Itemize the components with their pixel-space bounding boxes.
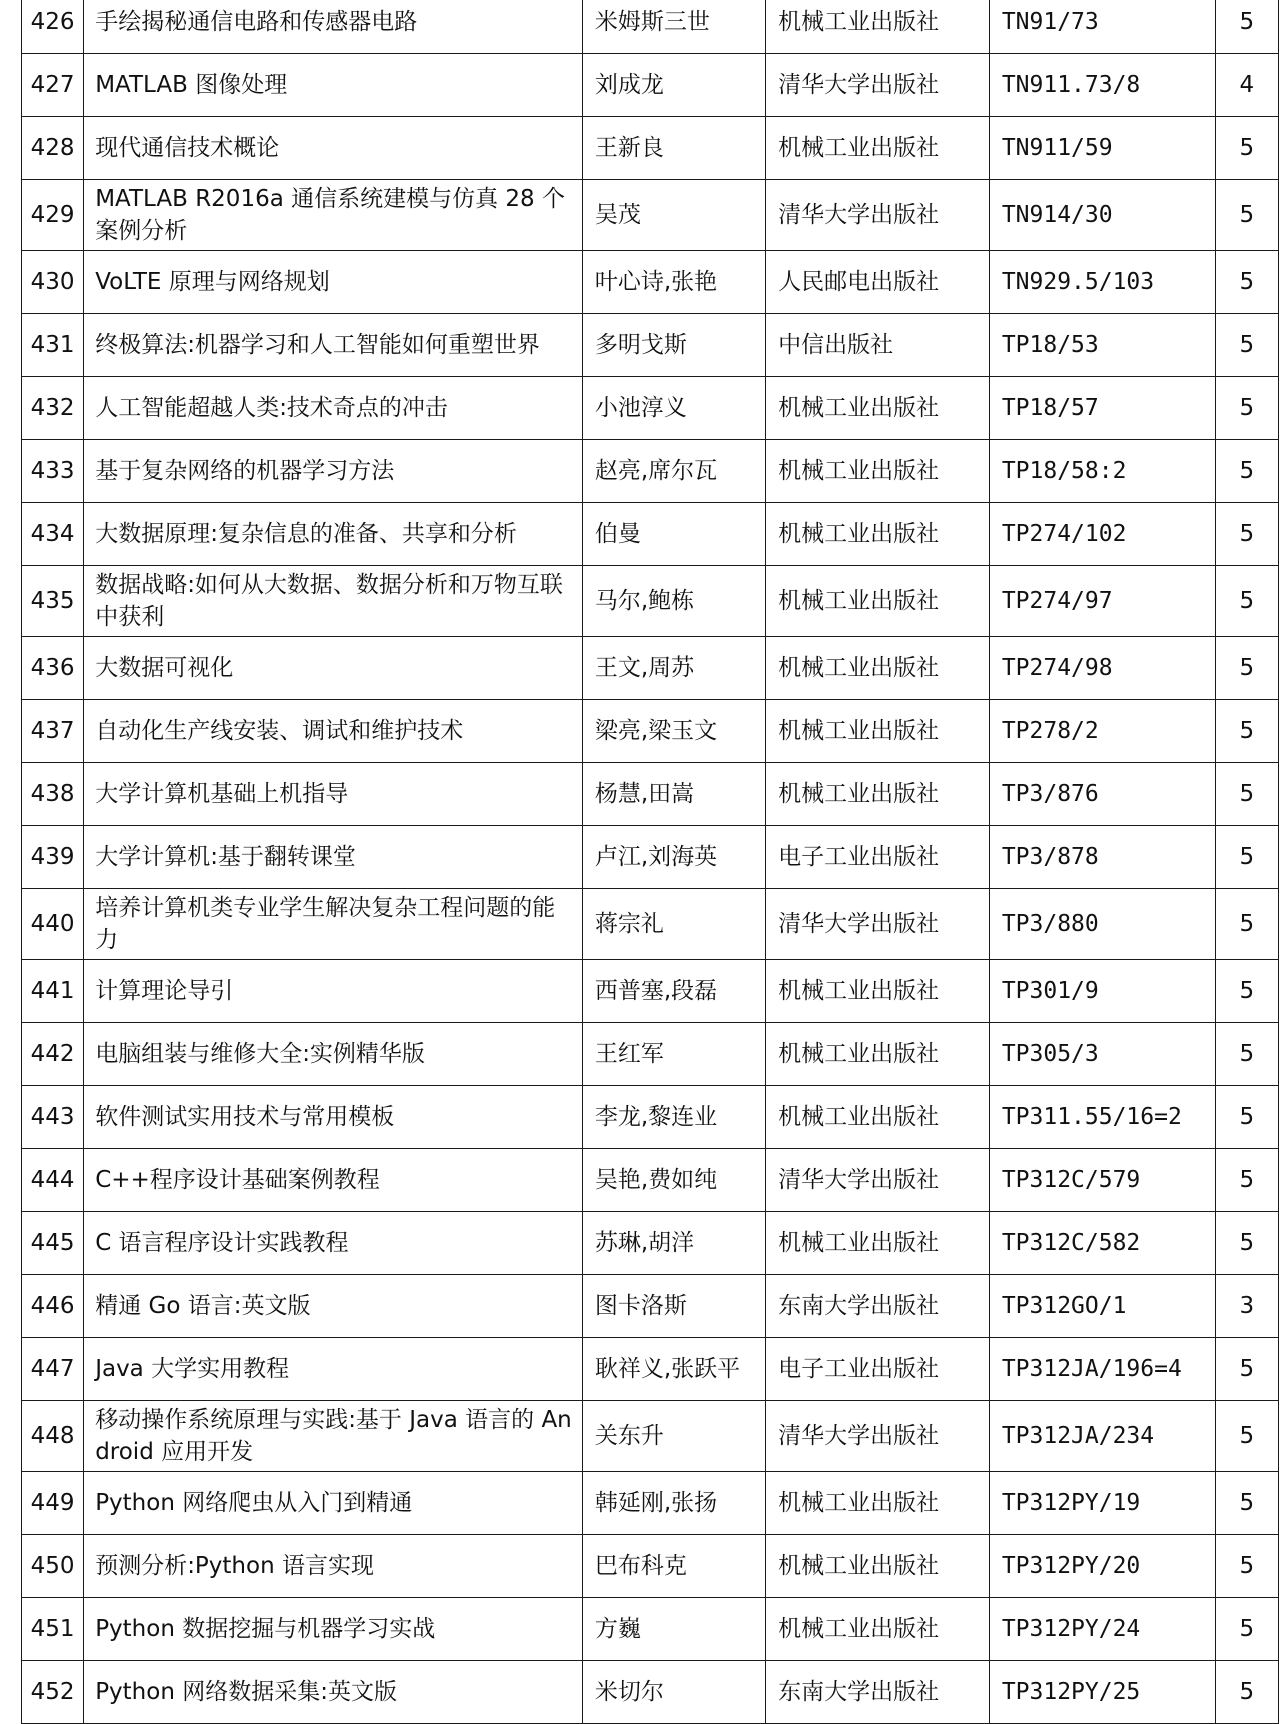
book-author-cell: 巴布科克 bbox=[582, 1535, 765, 1598]
book-title-cell: 基于复杂网络的机器学习方法 bbox=[84, 440, 583, 503]
book-title-cell: 人工智能超越人类:技术奇点的冲击 bbox=[84, 377, 583, 440]
book-publisher-cell: 人民邮电出版社 bbox=[766, 251, 990, 314]
book-author-cell: 梁亮,梁玉文 bbox=[582, 700, 765, 763]
book-publisher-cell: 清华大学出版社 bbox=[766, 180, 990, 251]
table-row bbox=[22, 1275, 1279, 1338]
row-number-cell: 432 bbox=[22, 377, 84, 440]
book-author-cell: 杨慧,田嵩 bbox=[582, 763, 765, 826]
table-row bbox=[22, 377, 1279, 440]
call-number-cell: TP18/53 bbox=[989, 314, 1215, 377]
call-number-cell: TP312PY/25 bbox=[989, 1661, 1215, 1724]
quantity-cell: 5 bbox=[1215, 0, 1278, 54]
book-author-cell: 王红军 bbox=[582, 1023, 765, 1086]
book-publisher-cell: 机械工业出版社 bbox=[766, 1212, 990, 1275]
book-author-cell: 图卡洛斯 bbox=[582, 1275, 765, 1338]
quantity-cell: 5 bbox=[1215, 440, 1278, 503]
call-number-cell: TN91/73 bbox=[989, 0, 1215, 54]
book-publisher-cell: 东南大学出版社 bbox=[766, 1275, 990, 1338]
quantity-cell: 5 bbox=[1215, 1401, 1278, 1472]
book-publisher-cell: 电子工业出版社 bbox=[766, 826, 990, 889]
row-number-cell: 444 bbox=[22, 1149, 84, 1212]
book-author-cell: 吴茂 bbox=[582, 180, 765, 251]
book-author-cell: 王文,周苏 bbox=[582, 637, 765, 700]
row-number-cell: 439 bbox=[22, 826, 84, 889]
call-number-cell: TP274/102 bbox=[989, 503, 1215, 566]
call-number-cell: TP312PY/20 bbox=[989, 1535, 1215, 1598]
book-author-cell: 伯曼 bbox=[582, 503, 765, 566]
book-publisher-cell: 机械工业出版社 bbox=[766, 377, 990, 440]
book-publisher-cell: 中信出版社 bbox=[766, 314, 990, 377]
quantity-cell: 5 bbox=[1215, 889, 1278, 960]
book-author-cell: 韩延刚,张扬 bbox=[582, 1472, 765, 1535]
book-title-cell: 计算理论导引 bbox=[84, 960, 583, 1023]
book-title-cell: C 语言程序设计实践教程 bbox=[84, 1212, 583, 1275]
quantity-cell: 5 bbox=[1215, 1149, 1278, 1212]
book-title-cell: 电脑组装与维修大全:实例精华版 bbox=[84, 1023, 583, 1086]
call-number-cell: TP274/98 bbox=[989, 637, 1215, 700]
quantity-cell: 5 bbox=[1215, 960, 1278, 1023]
row-number-cell: 428 bbox=[22, 117, 84, 180]
row-number-cell: 441 bbox=[22, 960, 84, 1023]
book-author-cell: 多明戈斯 bbox=[582, 314, 765, 377]
quantity-cell: 5 bbox=[1215, 1212, 1278, 1275]
book-title-cell: 精通 Go 语言:英文版 bbox=[84, 1275, 583, 1338]
book-title-cell: MATLAB R2016a 通信系统建模与仿真 28 个案例分析 bbox=[84, 180, 583, 251]
row-number-cell: 447 bbox=[22, 1338, 84, 1401]
call-number-cell: TP312JA/196=4 bbox=[989, 1338, 1215, 1401]
book-author-cell: 李龙,黎连业 bbox=[582, 1086, 765, 1149]
table-row bbox=[22, 700, 1279, 763]
row-number-cell: 448 bbox=[22, 1401, 84, 1472]
book-publisher-cell: 机械工业出版社 bbox=[766, 1086, 990, 1149]
book-author-cell: 赵亮,席尔瓦 bbox=[582, 440, 765, 503]
book-publisher-cell: 机械工业出版社 bbox=[766, 503, 990, 566]
quantity-cell: 5 bbox=[1215, 503, 1278, 566]
table-row bbox=[22, 0, 1279, 54]
table-row bbox=[22, 826, 1279, 889]
book-author-cell: 关东升 bbox=[582, 1401, 765, 1472]
quantity-cell: 5 bbox=[1215, 1535, 1278, 1598]
call-number-cell: TN914/30 bbox=[989, 180, 1215, 251]
book-publisher-cell: 清华大学出版社 bbox=[766, 1149, 990, 1212]
row-number-cell: 433 bbox=[22, 440, 84, 503]
table-row bbox=[22, 251, 1279, 314]
table-body bbox=[22, 0, 1279, 1724]
row-number-cell: 451 bbox=[22, 1598, 84, 1661]
row-number-cell: 442 bbox=[22, 1023, 84, 1086]
book-publisher-cell: 机械工业出版社 bbox=[766, 637, 990, 700]
book-author-cell: 马尔,鲍栋 bbox=[582, 566, 765, 637]
book-publisher-cell: 机械工业出版社 bbox=[766, 1472, 990, 1535]
call-number-cell: TP274/97 bbox=[989, 566, 1215, 637]
call-number-cell: TP312PY/19 bbox=[989, 1472, 1215, 1535]
book-title-cell: Python 数据挖掘与机器学习实战 bbox=[84, 1598, 583, 1661]
row-number-cell: 450 bbox=[22, 1535, 84, 1598]
call-number-cell: TP312PY/24 bbox=[989, 1598, 1215, 1661]
book-author-cell: 米切尔 bbox=[582, 1661, 765, 1724]
row-number-cell: 431 bbox=[22, 314, 84, 377]
book-author-cell: 耿祥义,张跃平 bbox=[582, 1338, 765, 1401]
call-number-cell: TP278/2 bbox=[989, 700, 1215, 763]
row-number-cell: 430 bbox=[22, 251, 84, 314]
call-number-cell: TP312JA/234 bbox=[989, 1401, 1215, 1472]
row-number-cell: 443 bbox=[22, 1086, 84, 1149]
book-author-cell: 叶心诗,张艳 bbox=[582, 251, 765, 314]
call-number-cell: TP18/58:2 bbox=[989, 440, 1215, 503]
table-row bbox=[22, 1023, 1279, 1086]
call-number-cell: TP301/9 bbox=[989, 960, 1215, 1023]
row-number-cell: 435 bbox=[22, 566, 84, 637]
book-author-cell: 米姆斯三世 bbox=[582, 0, 765, 54]
table-row bbox=[22, 1535, 1279, 1598]
book-title-cell: Python 网络爬虫从入门到精通 bbox=[84, 1472, 583, 1535]
quantity-cell: 5 bbox=[1215, 251, 1278, 314]
book-publisher-cell: 机械工业出版社 bbox=[766, 700, 990, 763]
row-number-cell: 426 bbox=[22, 0, 84, 54]
row-number-cell: 452 bbox=[22, 1661, 84, 1724]
row-number-cell: 440 bbox=[22, 889, 84, 960]
book-author-cell: 卢江,刘海英 bbox=[582, 826, 765, 889]
book-publisher-cell: 东南大学出版社 bbox=[766, 1661, 990, 1724]
book-title-cell: C++程序设计基础案例教程 bbox=[84, 1149, 583, 1212]
book-title-cell: 现代通信技术概论 bbox=[84, 117, 583, 180]
table-row bbox=[22, 566, 1279, 637]
table-row bbox=[22, 1472, 1279, 1535]
book-title-cell: 终极算法:机器学习和人工智能如何重塑世界 bbox=[84, 314, 583, 377]
quantity-cell: 5 bbox=[1215, 700, 1278, 763]
book-title-cell: 自动化生产线安装、调试和维护技术 bbox=[84, 700, 583, 763]
quantity-cell: 5 bbox=[1215, 1338, 1278, 1401]
call-number-cell: TP312GO/1 bbox=[989, 1275, 1215, 1338]
call-number-cell: TN911.73/8 bbox=[989, 54, 1215, 117]
book-publisher-cell: 机械工业出版社 bbox=[766, 960, 990, 1023]
quantity-cell: 5 bbox=[1215, 1661, 1278, 1724]
table-row bbox=[22, 763, 1279, 826]
quantity-cell: 5 bbox=[1215, 1023, 1278, 1086]
book-author-cell: 小池淳义 bbox=[582, 377, 765, 440]
book-title-cell: 数据战略:如何从大数据、数据分析和万物互联中获利 bbox=[84, 566, 583, 637]
table-row bbox=[22, 1086, 1279, 1149]
call-number-cell: TP312C/579 bbox=[989, 1149, 1215, 1212]
row-number-cell: 438 bbox=[22, 763, 84, 826]
quantity-cell: 5 bbox=[1215, 566, 1278, 637]
row-number-cell: 434 bbox=[22, 503, 84, 566]
quantity-cell: 5 bbox=[1215, 763, 1278, 826]
book-publisher-cell: 机械工业出版社 bbox=[766, 1535, 990, 1598]
book-publisher-cell: 机械工业出版社 bbox=[766, 117, 990, 180]
row-number-cell: 445 bbox=[22, 1212, 84, 1275]
book-author-cell: 蒋宗礼 bbox=[582, 889, 765, 960]
book-publisher-cell: 机械工业出版社 bbox=[766, 440, 990, 503]
book-title-cell: 移动操作系统原理与实践:基于 Java 语言的 Android 应用开发 bbox=[84, 1401, 583, 1472]
call-number-cell: TP18/57 bbox=[989, 377, 1215, 440]
book-table bbox=[21, 0, 1279, 1724]
table-row bbox=[22, 1338, 1279, 1401]
book-publisher-cell: 清华大学出版社 bbox=[766, 54, 990, 117]
table-row bbox=[22, 960, 1279, 1023]
book-publisher-cell: 机械工业出版社 bbox=[766, 1023, 990, 1086]
book-title-cell: 手绘揭秘通信电路和传感器电路 bbox=[84, 0, 583, 54]
book-publisher-cell: 电子工业出版社 bbox=[766, 1338, 990, 1401]
table-row bbox=[22, 889, 1279, 960]
book-author-cell: 苏琳,胡洋 bbox=[582, 1212, 765, 1275]
book-author-cell: 方巍 bbox=[582, 1598, 765, 1661]
row-number-cell: 449 bbox=[22, 1472, 84, 1535]
quantity-cell: 5 bbox=[1215, 1598, 1278, 1661]
book-publisher-cell: 清华大学出版社 bbox=[766, 1401, 990, 1472]
book-title-cell: MATLAB 图像处理 bbox=[84, 54, 583, 117]
call-number-cell: TP311.55/16=2 bbox=[989, 1086, 1215, 1149]
call-number-cell: TP312C/582 bbox=[989, 1212, 1215, 1275]
row-number-cell: 437 bbox=[22, 700, 84, 763]
call-number-cell: TP3/878 bbox=[989, 826, 1215, 889]
book-title-cell: Java 大学实用教程 bbox=[84, 1338, 583, 1401]
quantity-cell: 5 bbox=[1215, 117, 1278, 180]
book-title-cell: 软件测试实用技术与常用模板 bbox=[84, 1086, 583, 1149]
book-title-cell: VoLTE 原理与网络规划 bbox=[84, 251, 583, 314]
quantity-cell: 4 bbox=[1215, 54, 1278, 117]
table-row bbox=[22, 1598, 1279, 1661]
table-row bbox=[22, 503, 1279, 566]
row-number-cell: 446 bbox=[22, 1275, 84, 1338]
book-publisher-cell: 机械工业出版社 bbox=[766, 1598, 990, 1661]
book-publisher-cell: 清华大学出版社 bbox=[766, 889, 990, 960]
book-title-cell: 大数据原理:复杂信息的准备、共享和分析 bbox=[84, 503, 583, 566]
quantity-cell: 3 bbox=[1215, 1275, 1278, 1338]
table-row bbox=[22, 180, 1279, 251]
row-number-cell: 429 bbox=[22, 180, 84, 251]
table-row bbox=[22, 1401, 1279, 1472]
table-row bbox=[22, 1212, 1279, 1275]
book-title-cell: 大数据可视化 bbox=[84, 637, 583, 700]
quantity-cell: 5 bbox=[1215, 377, 1278, 440]
row-number-cell: 436 bbox=[22, 637, 84, 700]
call-number-cell: TP305/3 bbox=[989, 1023, 1215, 1086]
table-row bbox=[22, 314, 1279, 377]
book-title-cell: 预测分析:Python 语言实现 bbox=[84, 1535, 583, 1598]
book-author-cell: 吴艳,费如纯 bbox=[582, 1149, 765, 1212]
book-title-cell: 大学计算机:基于翻转课堂 bbox=[84, 826, 583, 889]
book-publisher-cell: 机械工业出版社 bbox=[766, 566, 990, 637]
row-number-cell: 427 bbox=[22, 54, 84, 117]
table-row bbox=[22, 1661, 1279, 1724]
book-publisher-cell: 机械工业出版社 bbox=[766, 0, 990, 54]
table-row bbox=[22, 117, 1279, 180]
table-row bbox=[22, 54, 1279, 117]
call-number-cell: TP3/876 bbox=[989, 763, 1215, 826]
quantity-cell: 5 bbox=[1215, 637, 1278, 700]
call-number-cell: TN911/59 bbox=[989, 117, 1215, 180]
book-title-cell: Python 网络数据采集:英文版 bbox=[84, 1661, 583, 1724]
book-publisher-cell: 机械工业出版社 bbox=[766, 763, 990, 826]
quantity-cell: 5 bbox=[1215, 1086, 1278, 1149]
quantity-cell: 5 bbox=[1215, 180, 1278, 251]
table-row bbox=[22, 440, 1279, 503]
quantity-cell: 5 bbox=[1215, 1472, 1278, 1535]
book-title-cell: 培养计算机类专业学生解决复杂工程问题的能力 bbox=[84, 889, 583, 960]
quantity-cell: 5 bbox=[1215, 826, 1278, 889]
book-author-cell: 王新良 bbox=[582, 117, 765, 180]
call-number-cell: TP3/880 bbox=[989, 889, 1215, 960]
book-title-cell: 大学计算机基础上机指导 bbox=[84, 763, 583, 826]
quantity-cell: 5 bbox=[1215, 314, 1278, 377]
table-row bbox=[22, 637, 1279, 700]
book-author-cell: 西普塞,段磊 bbox=[582, 960, 765, 1023]
table-row bbox=[22, 1149, 1279, 1212]
book-author-cell: 刘成龙 bbox=[582, 54, 765, 117]
call-number-cell: TN929.5/103 bbox=[989, 251, 1215, 314]
book-list-sheet bbox=[21, 0, 1279, 1724]
